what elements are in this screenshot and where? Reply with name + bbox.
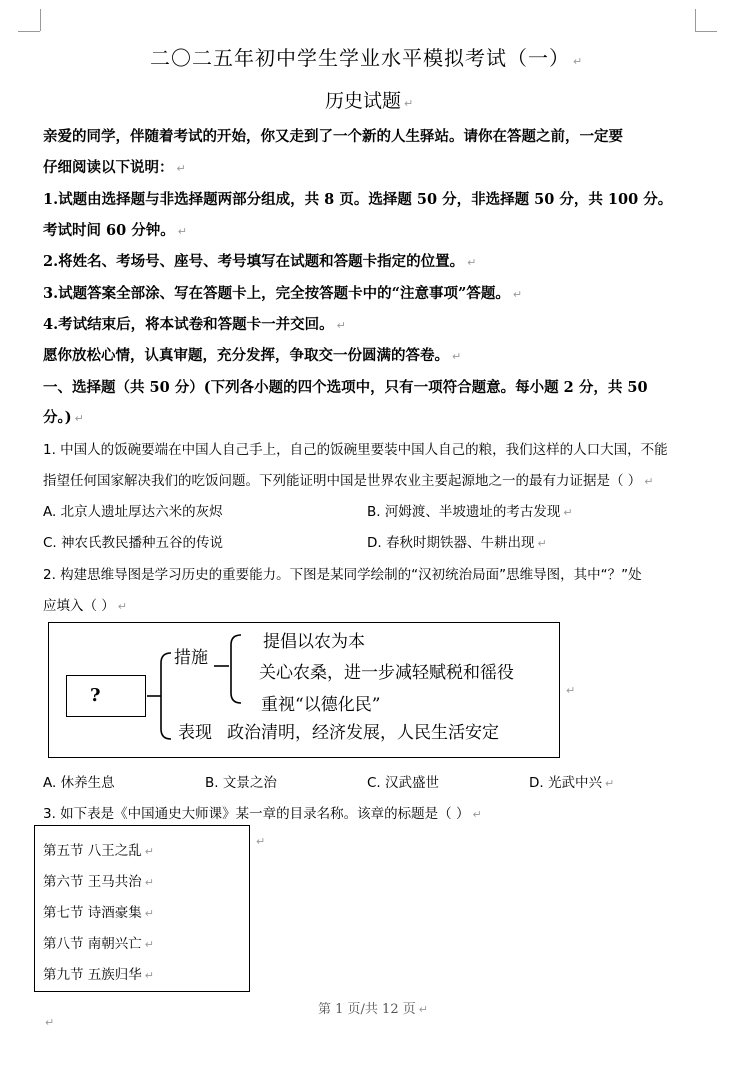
q2-option-b: B. 文景之治 (205, 775, 277, 791)
intro-line-2: 仔细阅读以下说明： ↵ (43, 159, 186, 176)
exam-subtitle: 历史试题 ↵ (325, 90, 414, 112)
toc-row: 第八节 南朝兴亡 ↵ (43, 936, 155, 952)
crop-mark-tl-h (18, 31, 40, 32)
q1-option-c: C. 神农氏教民播种五谷的传说 (43, 535, 224, 551)
q2-stem-1: 2. 构建思维导图是学习历史的重要能力。下图是某同学绘制的“汉初统治局面”思维导图，其中“？”处 (43, 567, 642, 583)
root-question-mark: ? (90, 685, 101, 706)
rule-2: 2.将姓名、考场号、座号、考号填写在试题和答题卡指定的位置。 ↵ (43, 253, 477, 270)
q2-option-c: C. 汉武盛世 (367, 775, 440, 791)
toc-row: 第五节 八王之乱 ↵ (43, 843, 155, 859)
section-1-line-1: 一、选择题（共 50 分）(下列各小题的四个选项中，只有一项符合题意。每小题 2 分，共 50 (43, 379, 648, 396)
q1-option-d: D. 春秋时期铁器、牛耕出现 ↵ (367, 535, 547, 551)
exam-title-text: 二〇二五年初中学生学业水平模拟考试（一） (150, 46, 570, 70)
q1-option-b: B. 河姆渡、半坡遗址的考古发现 ↵ (367, 504, 573, 520)
q1-stem-1: 1. 中国人的饭碗要端在中国人自己手上，自己的饭碗里要装中国人自己的粮，我们这样的人口大国，不能 (43, 442, 668, 458)
q2-stem-2: 应填入（ ） ↵ (43, 598, 128, 614)
section-1-line-2: 分。) ↵ (43, 409, 84, 426)
exam-title: 二〇二五年初中学生学业水平模拟考试（一） ↵ (150, 46, 584, 70)
page-footer: 第 1 页/共 12 页 ↵ (318, 1002, 428, 1017)
result-text: 政治清明，经济发展，人民生活安定 (227, 723, 499, 743)
q2-option-d: D. 光武中兴 ↵ (529, 775, 615, 791)
exam-subtitle-text: 历史试题 (325, 90, 402, 112)
rule-3: 3.试题答案全部涂、写在答题卡上，完全按答题卡中的“注意事项”答题。 ↵ (43, 285, 523, 302)
crop-mark-tr-v (695, 9, 696, 31)
measures-label: 措施 (174, 648, 208, 668)
rule-1-a: 1.试题由选择题与非选择题两部分组成，共 8 页。选择题 50 分，非选择题 50 分，共 100 分。 (43, 191, 673, 208)
main-brace (161, 653, 171, 739)
rule-1-b: 考试时间 60 分钟。 ↵ (43, 222, 187, 239)
mind-map (48, 622, 560, 758)
root-box (66, 675, 146, 717)
crop-mark-tl-v (40, 9, 41, 31)
measures-brace (231, 635, 241, 703)
toc-paragraph-mark: ↵ (256, 835, 266, 848)
toc-row: 第九节 五族归华 ↵ (43, 967, 155, 983)
toc-row: 第六节 王马共治 ↵ (43, 874, 155, 890)
measure-2: 关心农桑，进一步减轻赋税和徭役 (259, 663, 514, 683)
q2-option-a: A. 休养生息 (43, 775, 115, 791)
result-label: 表现 (178, 723, 212, 743)
trailing-paragraph-mark: ↵ (45, 1016, 55, 1029)
q3-stem: 3. 如下表是《中国通史大师课》某一章的目录名称。该章的标题是（ ） ↵ (43, 806, 482, 822)
toc-row: 第七节 诗酒豪集 ↵ (43, 905, 155, 921)
q1-option-a: A. 北京人遗址厚达六米的灰烬 (43, 504, 223, 520)
q1-stem-2: 指望任何国家解决我们的吃饭问题。下列能证明中国是世界农业主要起源地之一的最有力证据是（ ） ↵ (43, 473, 654, 489)
crop-mark-tr-h (695, 31, 717, 32)
wish-line: 愿你放松心情，认真审题，充分发挥，争取交一份圆满的答卷。 ↵ (43, 347, 462, 364)
rule-4: 4.考试结束后，将本试卷和答题卡一并交回。 ↵ (43, 316, 346, 333)
measure-1: 提倡以农为本 (263, 632, 365, 652)
measure-3: 重视“以德化民” (261, 695, 381, 715)
intro-line-1: 亲爱的同学，伴随着考试的开始，你又走到了一个新的人生驿站。请你在答题之前，一定要 (43, 128, 623, 145)
mind-map-paragraph-mark: ↵ (566, 684, 576, 697)
